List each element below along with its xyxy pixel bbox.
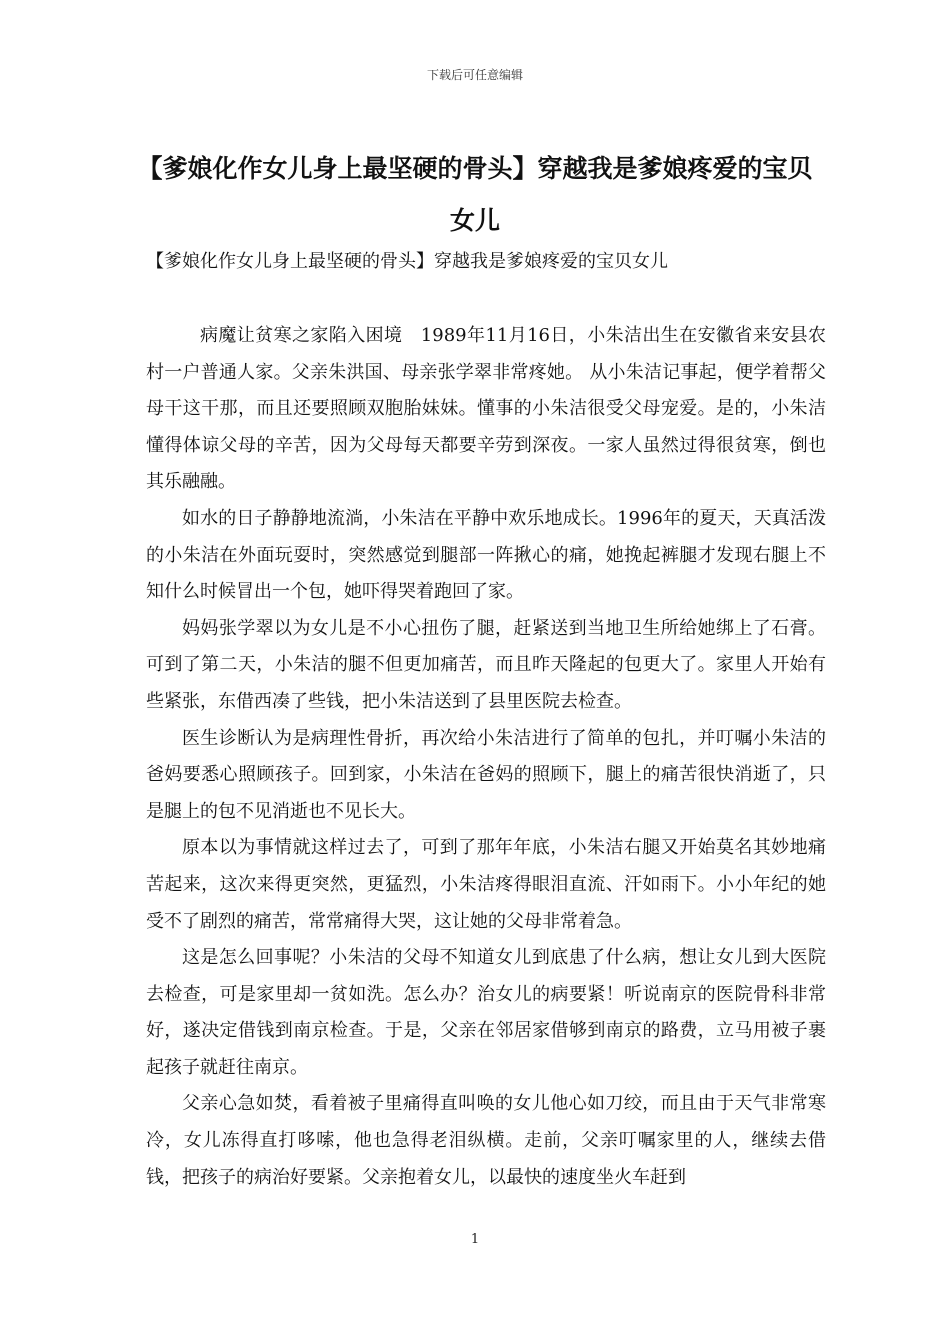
paragraph-2: 如水的日子静静地流淌，小朱洁在平静中欢乐地成长。1996年的夏天，天真活泼的小朱洁在外面玩耍时，突然感觉到腿部一阵揪心的痛，她挽起裤腿才发现右腿上不知什么时候冒出一个包，她吓得哭着跑回了家。 xyxy=(146,507,826,603)
paragraph-7: 父亲心急如焚，看着被子里痛得直叫唤的女儿他心如刀绞，而且由于天气非常寒冷，女儿冻得直打哆嗦，他也急得老泪纵横。走前，父亲叮嘱家里的人，继续去借钱，把孩子的病治好要紧。父亲抱着女儿，以最快的速度坐火车赶到 xyxy=(146,1093,826,1188)
paragraph-1: 病魔让贫寒之家陷入困境 1989年11月16日，小朱洁出生在安徽省来安县农村一户普通人家。父亲朱洪国、母亲张学翠非常疼她。 从小朱洁记事起，便学着帮父母干这干那，而且还要照顾双胞胎妹妹。懂事的小朱洁很受父母宠爱。是的，小朱洁懂得体谅父母的辛苦，因为父母每天都要辛劳到深夜。一家人虽然过得很贫寒，倒也其乐融融。 xyxy=(146,325,826,493)
paragraph-4: 医生诊断认为是病理性骨折，再次给小朱洁进行了简单的包扎，并叮嘱小朱洁的爸妈要悉心照顾孩子。回到家，小朱洁在爸妈的照顾下，腿上的痛苦很快消逝了，只是腿上的包不见消逝也不见长大。 xyxy=(146,727,826,822)
header-note: 下载后可任意编辑 xyxy=(426,68,523,82)
page-number: 1 xyxy=(470,1232,480,1247)
paragraph-6: 这是怎么回事呢？小朱洁的父母不知道女儿到底患了什么病，想让女儿到大医院去检查，可是家里却一贫如洗。怎么办？治女儿的病要紧！听说南京的医院骨科非常好，遂决定借钱到南京检查。于是，父亲在邻居家借够到南京的路费，立马用被子裹起孩子就赶往南京。 xyxy=(146,947,826,1078)
paragraph-3: 妈妈张学翠以为女儿是不小心扭伤了腿，赶紧送到当地卫生所给她绑上了石膏。可到了第二天，小朱洁的腿不但更加痛苦，而且昨天隆起的包更大了。家里人开始有些紧张，东借西凑了些钱，把小朱洁送到了县里医院去检查。 xyxy=(146,617,826,712)
document-title: 【爹娘化作女儿身上最坚硬的骨头】穿越我是爹娘疼爱的宝贝女儿 xyxy=(137,154,813,235)
paragraph-5: 原本以为事情就这样过去了，可到了那年年底，小朱洁右腿又开始莫名其妙地痛苦起来，这次来得更突然，更猛烈，小朱洁疼得眼泪直流、汗如雨下。小小年纪的她受不了剧烈的痛苦，常常痛得大哭，这让她的父母非常着急。 xyxy=(146,837,826,932)
document-subtitle: 【爹娘化作女儿身上最坚硬的骨头】穿越我是爹娘疼爱的宝贝女儿 xyxy=(146,251,668,272)
document-body xyxy=(146,318,826,1196)
